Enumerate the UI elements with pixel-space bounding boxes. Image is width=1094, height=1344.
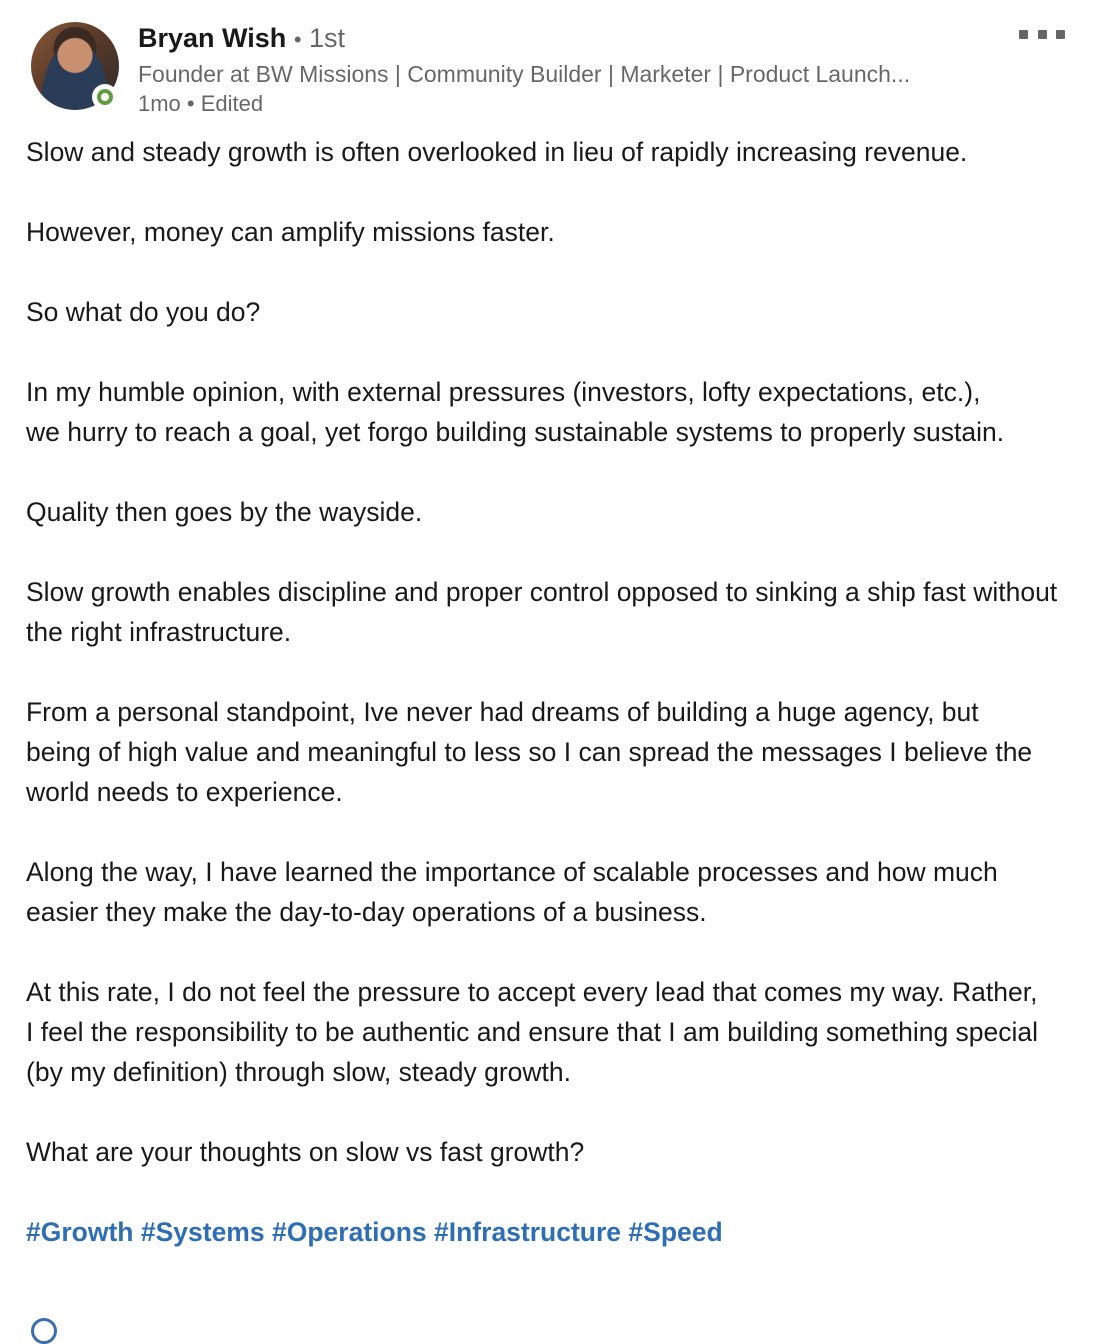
post-paragraph: From a personal standpoint, Ive never had dreams of building a huge agency, but being of high value and meaningful to less so I can spread the messages I believe the world needs to experience. [26, 697, 1033, 807]
post-header [138, 20, 994, 119]
author-headline: Founder at BW Missions | Community Builder | Marketer | Product Launch... [138, 61, 911, 87]
post-paragraph: Slow and steady growth is often overlooked in lieu of rapidly increasing revenue. [26, 137, 968, 167]
hashtag-link[interactable]: #Operations [272, 1217, 427, 1247]
separator-dot: • [293, 27, 302, 52]
ellipsis-icon[interactable] [1019, 30, 1065, 40]
online-status-icon [92, 84, 118, 110]
post-meta [138, 89, 994, 119]
post-paragraph: Slow growth enables discipline and proper control opposed to sinking a ship fast without the right infrastructure. [26, 577, 1058, 647]
connection-degree: 1st [309, 23, 346, 53]
edited-label: Edited [200, 91, 264, 116]
author-name[interactable]: Bryan Wish [138, 23, 287, 53]
post-time: 1mo [138, 91, 181, 116]
reaction-icon [31, 1318, 57, 1344]
hashtag-link[interactable]: #Growth [26, 1217, 134, 1247]
post-paragraph: At this rate, I do not feel the pressure to accept every lead that comes my way. Rather, I feel the responsibility to be authentic and ensure that I am building something special (by my definition) through slow, steady growth. [26, 977, 1039, 1087]
post-paragraph: However, money can amplify missions faster. [26, 217, 555, 247]
post-paragraph: In my humble opinion, with external pressures (investors, lofty expectations, etc.), we hurry to reach a goal, yet forgo building sustainable systems to properly sustain. [26, 377, 1005, 447]
post-paragraph: Quality then goes by the wayside. [26, 497, 423, 527]
hashtag-link[interactable]: #Systems [140, 1217, 265, 1247]
post-paragraph: Along the way, I have learned the importance of scalable processes and how much easier they make the day-to-day operations of a business. [26, 857, 998, 927]
post-body [26, 132, 1076, 1252]
separator-dot: • [186, 91, 195, 116]
post-paragraph: What are your thoughts on slow vs fast growth? [26, 1137, 585, 1167]
post-paragraph: So what do you do? [26, 297, 261, 327]
hashtag-link[interactable]: #Speed [628, 1217, 723, 1247]
hashtag-link[interactable]: #Infrastructure [434, 1217, 622, 1247]
hashtag-list [26, 1212, 1076, 1252]
